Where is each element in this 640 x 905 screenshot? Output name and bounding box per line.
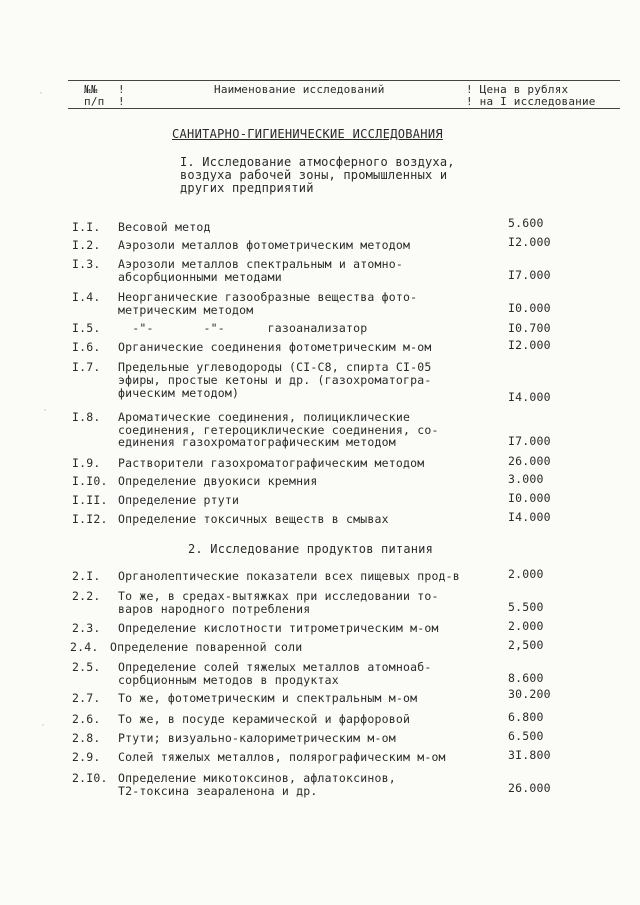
row-number: I.I. bbox=[72, 220, 101, 234]
row-number: I.3. bbox=[72, 257, 101, 271]
row-number: 2.4. bbox=[70, 640, 99, 654]
row-number: 2.8. bbox=[72, 731, 101, 745]
row-price: 6.500 bbox=[508, 729, 544, 743]
header-col-price: ! Цена в рублях ! на I исследование bbox=[466, 83, 596, 108]
row-name: Органические соединения фотометрическим м-ом bbox=[118, 340, 432, 354]
row-name: Определение токсичных веществ в смывах bbox=[118, 512, 389, 526]
header-top-rule bbox=[68, 80, 620, 81]
row-name: Определение поваренной соли bbox=[110, 640, 303, 654]
row-name: Аэрозоли металлов спектральным и атомно- абсорбционными методами bbox=[118, 257, 403, 284]
row-number: 2.2. bbox=[72, 589, 101, 603]
row-price: 5.600 bbox=[508, 216, 544, 230]
row-number: I.7. bbox=[72, 360, 101, 374]
row-price: 26.000 bbox=[508, 454, 551, 468]
row-price: 2,500 bbox=[508, 638, 544, 652]
header-col-sep: ! ! bbox=[118, 83, 125, 108]
scan-artifact: · bbox=[40, 720, 47, 731]
row-price: I0.700 bbox=[508, 321, 551, 335]
row-name: То же, в средах-вытяжках при исследовании то- варов народного потребления bbox=[118, 589, 439, 616]
row-name: Весовой метод bbox=[118, 220, 211, 234]
row-name: Неорганические газообразные вещества фото- метрическим методом bbox=[118, 290, 418, 317]
row-price: I4.000 bbox=[508, 510, 551, 524]
row-name: Аэрозоли металлов фотометрическим методом bbox=[118, 238, 411, 252]
row-price: 2.000 bbox=[508, 619, 544, 633]
row-number: I.I0. bbox=[72, 474, 108, 488]
row-price: I0.000 bbox=[508, 301, 551, 315]
row-number: 2.I0. bbox=[72, 771, 108, 785]
header-bottom-rule bbox=[68, 108, 620, 109]
row-name: Предельные углеводороды (CI-C8, спирта CI-05 эфиры, простые кетоны и др. (газохроматогра- фическим методом) bbox=[118, 360, 432, 400]
row-price: I0.000 bbox=[508, 491, 551, 505]
scan-artifact: · bbox=[38, 88, 45, 99]
scan-artifact: · bbox=[42, 405, 49, 416]
row-number: 2.7. bbox=[72, 691, 101, 705]
row-number: 2.9. bbox=[72, 750, 101, 764]
row-name: Солей тяжелых металлов, полярографическим м-ом bbox=[118, 750, 446, 764]
row-price: I2.000 bbox=[508, 338, 551, 352]
row-name: Определение ртути bbox=[118, 493, 240, 507]
row-price: 30.200 bbox=[508, 687, 551, 701]
section-title: САНИТАРНО-ГИГИЕНИЧЕСКИЕ ИССЛЕДОВАНИЯ bbox=[172, 127, 443, 141]
row-number: I.II. bbox=[72, 493, 108, 507]
row-number: I.5. bbox=[72, 321, 101, 335]
row-number: I.2. bbox=[72, 238, 101, 252]
row-name: Растворители газохроматографическим методом bbox=[118, 456, 425, 470]
row-number: I.9. bbox=[72, 456, 101, 470]
row-number: I.8. bbox=[72, 410, 101, 424]
group2-title: 2. Исследование продуктов питания bbox=[188, 542, 434, 556]
row-number: 2.3. bbox=[72, 621, 101, 635]
row-price: I7.000 bbox=[508, 434, 551, 448]
row-price: 5.500 bbox=[508, 600, 544, 614]
row-number: I.6. bbox=[72, 340, 101, 354]
row-price: 6.800 bbox=[508, 710, 544, 724]
row-price: I7.000 bbox=[508, 268, 551, 282]
row-name: То же, в посуде керамической и фарфоровой bbox=[118, 712, 411, 726]
row-price: 2.000 bbox=[508, 567, 544, 581]
row-name: Определение двуокиси кремния bbox=[118, 474, 318, 488]
row-number: 2.5. bbox=[72, 660, 101, 674]
row-name: То же, фотометрическим и спектральным м-ом bbox=[118, 691, 418, 705]
row-number: 2.I. bbox=[72, 569, 101, 583]
row-name: Определение кислотности титрометрическим м-ом bbox=[118, 621, 439, 635]
row-name: Определение солей тяжелых металлов атомноаб- сорбционным методов в продуктах bbox=[118, 660, 432, 687]
row-price: 3.000 bbox=[508, 472, 544, 486]
header-col-name: Наименование исследований bbox=[214, 83, 385, 96]
row-number: I.I2. bbox=[72, 512, 108, 526]
row-price: I2.000 bbox=[508, 235, 551, 249]
row-price: 8.600 bbox=[508, 671, 544, 685]
row-name: Органолептические показатели всех пищевых прод-в bbox=[118, 569, 460, 583]
row-name: Определение микотоксинов, афлатоксинов, T2-токсина зеараленона и др. bbox=[118, 771, 396, 798]
row-name: Ртути; визуально-калориметрическим м-ом bbox=[118, 731, 396, 745]
row-name: Ароматические соединения, полициклические соединения, гетероциклические соединения, со- единения газохроматографическим методом bbox=[118, 410, 439, 449]
group1-title: I. Исследование атмосферного воздуха, воздуха рабочей зоны, промышленных и других предприятий bbox=[180, 155, 455, 195]
row-number: 2.6. bbox=[72, 712, 101, 726]
row-price: I4.000 bbox=[508, 390, 551, 404]
row-number: I.4. bbox=[72, 290, 101, 304]
row-price: 26.000 bbox=[508, 781, 551, 795]
header-col-num: №№ п/п bbox=[84, 83, 105, 108]
row-price: 3I.800 bbox=[508, 748, 551, 762]
row-name: -"- -"- газоанализатор bbox=[118, 321, 368, 335]
